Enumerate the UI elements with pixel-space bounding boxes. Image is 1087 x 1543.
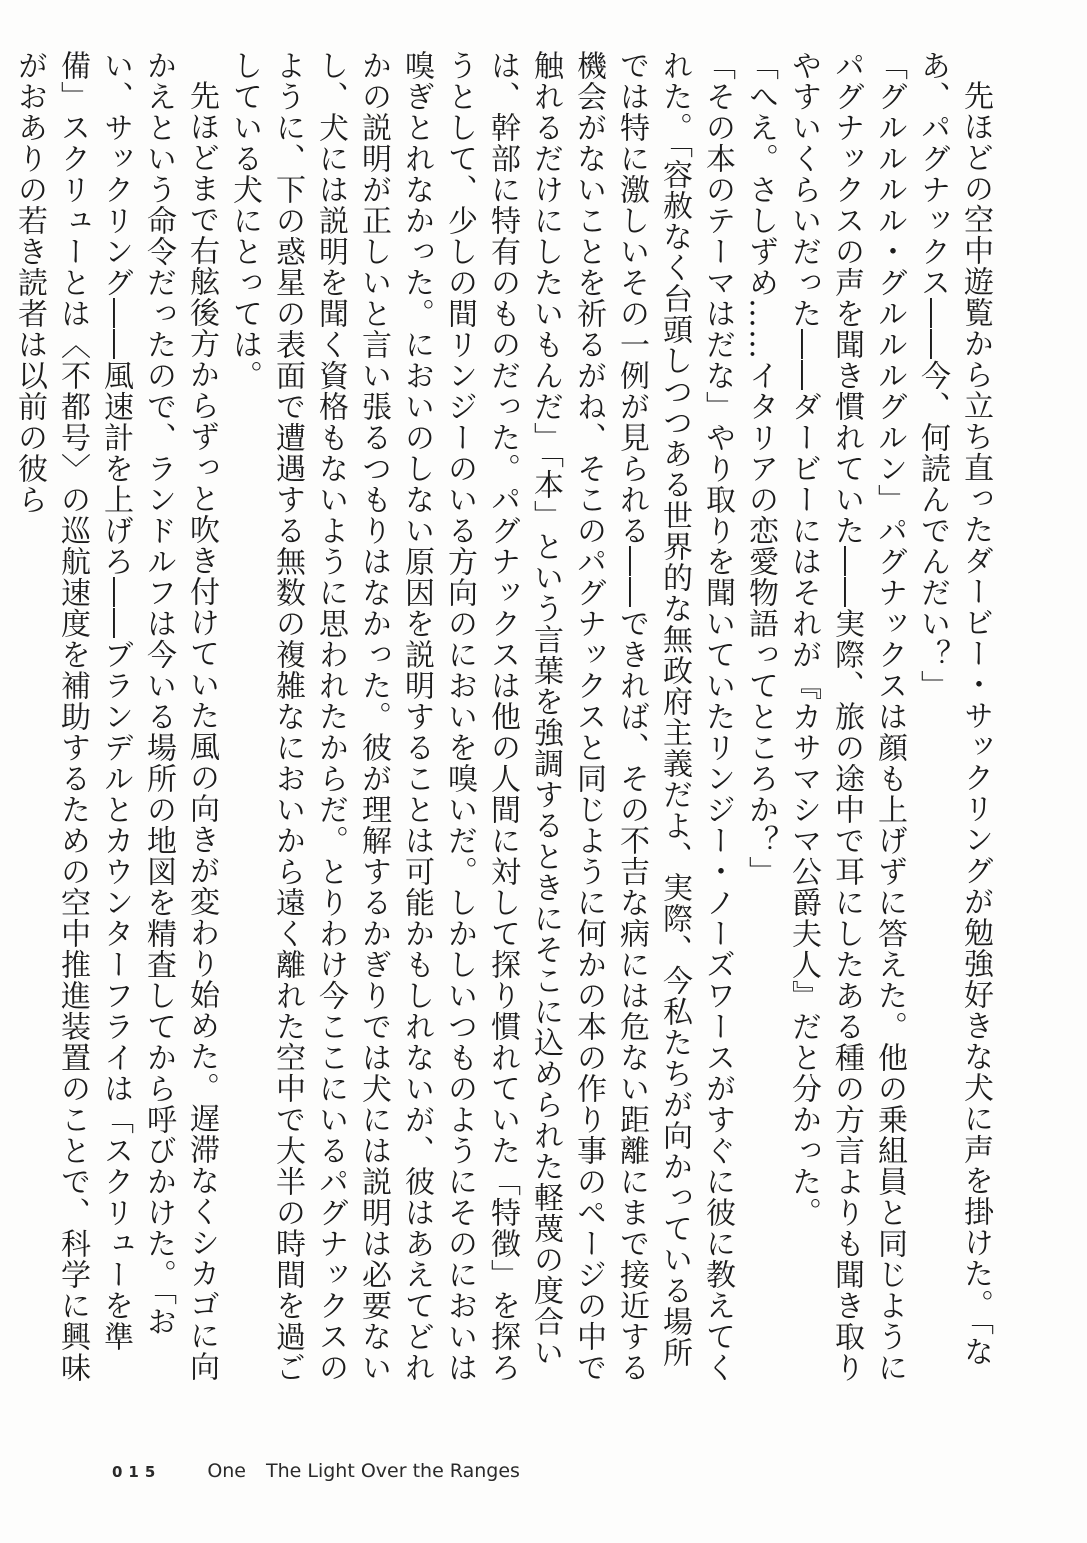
paragraph-1: 先ほどの空中遊覧から立ち直ったダービー・サックリングが勉強好きな犬に声を掛けた。「なあ、パグナックス――今、何読んでんだい？」: [915, 50, 993, 1367]
page-footer: [112, 1460, 520, 1482]
page-number: 015: [112, 1463, 162, 1481]
chapter-title: The Light Over the Ranges: [266, 1460, 520, 1482]
paragraph-3: 「へえ。さしずめ……イタリアの恋愛物語ってところか？」: [743, 50, 778, 887]
paragraph-5: 先ほどまで右舷後方からずっと吹き付けていた風の向きが変わり始めた。遅滞なくシカゴに向かえという命令だったので、ランドルフは今いる場所の地図を精査してから呼びかけた。「おい、サックリング――風速計を上げろ――ブランデルとカウンターフライは「スクリューを準備」スクリューとは〈不都号〉の巡航速度を補助するための空中推進装置のことで、科学に興味がおありの若き読者は以前の彼ら: [12, 50, 219, 1383]
paragraph-4: 「その本のテーマはだな」やり取りを聞いていたリンジー・ノーズワースがすぐに彼に教えてくれた。「容赦なく台頭しつつある世界的な無政府主義だよ、実際、今私たちが向かっている場所では特に激しいその一例が見られる――できれば、その不吉な病には危ない距離にまで接近する機会がないことを祈るがね、そこのパグナックスと同じように何かの本の作り事のページの中で触れるだけにしたいもんだ」「本」という言葉を強調するときにそこに込められた軽蔑の度合いは、幹部に特有のものだった。パグナックスは他の人間に対して探り慣れていた「特徴」を探ろうとして、少しの間リンジーのいる方向のにおいを嗅いだ。しかしいつものようにそのにおいは嗅ぎとれなかった。においのしない原因を説明することは可能かもしれないが、彼はあえてどれかの説明が正しいと言い張るつもりはなかった。彼が理解するかぎりでは犬には説明は必要ないし、犬には説明を聞く資格もないように思われたからだ。とりわけ今ここにいるパグナックスのように、下の惑星の表面で遭遇する無数の複雑なにおいから遠く離れた空中で大半の時間を過ごしている犬にとっては。: [227, 50, 735, 1383]
vertical-text-body: [8, 50, 997, 1390]
paragraph-2: 「グルルルル・グルルルグルン」パグナックスは顔も上げずに答えた。他の乗組員と同じようにパグナックスの声を聞き慣れていた――実際、旅の途中で耳にしたある種の方言よりも聞き取りやすいくらいだった――ダービーにはそれが『カサマシマ公爵夫人』だと分かった。: [786, 50, 907, 1383]
chapter-label: One: [207, 1460, 246, 1482]
